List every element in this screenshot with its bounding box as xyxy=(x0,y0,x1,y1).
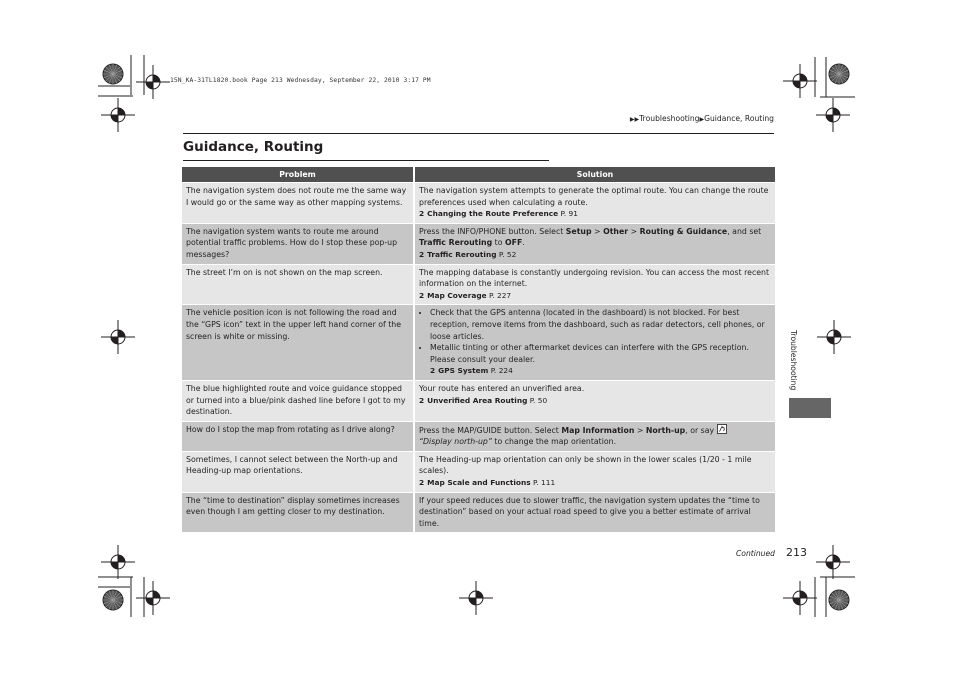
reference-page: P. 52 xyxy=(498,249,517,259)
solution-cell xyxy=(414,183,775,224)
solution-text: The navigation system attempts to generate the optimal route. You can change the route preferences used when calculating a route. xyxy=(419,186,769,207)
option-north-up-label: North-up xyxy=(645,425,686,435)
solution-cell xyxy=(414,421,775,451)
cross-reference-arrow-icon: 2 xyxy=(419,290,425,300)
cross-reference-arrow-icon: 2 xyxy=(430,366,436,376)
solution-text-part: , and set xyxy=(727,226,762,236)
cross-reference-arrow-icon: 2 xyxy=(419,478,425,488)
page-number: 213 xyxy=(786,546,807,559)
reference-title: Unverified Area Routing xyxy=(427,395,528,405)
reference-page: P. 50 xyxy=(529,395,548,405)
cross-reference-arrow-icon: 2 xyxy=(419,249,425,259)
continued-label: Continued xyxy=(736,549,775,558)
table-row xyxy=(182,305,775,381)
breadcrumb-section: Troubleshooting xyxy=(639,114,700,123)
title-rule xyxy=(183,160,549,161)
table-row xyxy=(182,183,775,224)
solution-text-part: Press the INFO/PHONE button. Select xyxy=(419,226,566,236)
problem-cell: The “time to destination” display sometimes increases even though I am getting closer to my destination. xyxy=(182,492,414,532)
menu-routing-guidance-label: Routing & Guidance xyxy=(639,226,728,236)
problem-cell: How do I stop the map from rotating as I drive along? xyxy=(182,421,414,451)
page-title: Guidance, Routing xyxy=(183,139,324,155)
side-tab-marker xyxy=(789,398,831,418)
table-row xyxy=(182,421,775,451)
table-header-row xyxy=(182,167,775,183)
problem-cell: The vehicle position icon is not following the road and the “GPS icon” text in the upper left hand corner of the screen is white or missing. xyxy=(182,305,414,381)
problem-cell: The blue highlighted route and voice guidance stopped or turned into a blue/pink dashed line before I got to my destination. xyxy=(182,380,414,421)
solution-text-part: Press the MAP/GUIDE button. Select xyxy=(419,425,562,435)
list-item xyxy=(430,342,772,377)
solution-text xyxy=(419,424,772,448)
menu-map-information-label: Map Information xyxy=(561,425,635,435)
solution-text-part: . xyxy=(522,238,525,248)
cross-reference-arrow-icon: 2 xyxy=(419,209,425,219)
side-section-label-text: Troubleshooting xyxy=(789,330,798,391)
table-row xyxy=(182,223,775,264)
solution-cell xyxy=(414,451,775,492)
cross-reference[interactable] xyxy=(419,395,772,407)
problem-cell: The navigation system does not route me the same way I would go or the same way as other mapping systems. xyxy=(182,183,414,224)
reference-title: GPS System xyxy=(438,366,489,376)
reference-title: Traffic Rerouting xyxy=(427,249,497,259)
print-header: 15N_KA-31TL1820.book Page 213 Wednesday, September 22, 2010 3:17 PM xyxy=(170,77,431,84)
table-row xyxy=(182,380,775,421)
cross-reference-arrow-icon: 2 xyxy=(419,395,425,405)
solution-text-part: to change the map orientation. xyxy=(491,437,617,447)
problem-cell: The street I’m on is not shown on the map screen. xyxy=(182,264,414,305)
solution-text xyxy=(419,226,772,249)
cross-reference[interactable] xyxy=(430,365,772,377)
voice-command-text: “Display north-up” xyxy=(419,437,492,447)
reference-page: P. 91 xyxy=(560,209,578,219)
problem-cell: Sometimes, I cannot select between the North-up and Heading-up map orientations. xyxy=(182,451,414,492)
menu-other-label: Other xyxy=(603,226,629,236)
reference-title: Map Scale and Functions xyxy=(427,478,531,488)
top-rule xyxy=(183,133,774,134)
option-off-label: OFF xyxy=(504,238,523,248)
solution-cell: If your speed reduces due to slower traffic, the navigation system updates the “time to destination” based on your actual road speed to give you a better estimate of arrival time. xyxy=(414,492,775,532)
reference-page: P. 227 xyxy=(489,290,512,300)
troubleshooting-table xyxy=(182,167,775,532)
cross-reference[interactable] xyxy=(419,208,772,220)
reference-page: P. 111 xyxy=(533,478,556,488)
solution-cell xyxy=(414,305,775,381)
solution-text-part: , or say xyxy=(685,425,717,435)
cross-reference[interactable] xyxy=(419,249,772,261)
solution-text: Your route has entered an unverified area. xyxy=(419,383,585,393)
table-row xyxy=(182,451,775,492)
reference-title: Changing the Route Preference xyxy=(427,209,559,219)
breadcrumb xyxy=(630,114,774,123)
solution-text-part: > xyxy=(634,425,646,435)
cross-reference[interactable] xyxy=(419,290,772,302)
solution-text-part: > xyxy=(591,226,604,236)
reference-page: P. 224 xyxy=(490,366,513,376)
solution-text-part: to xyxy=(492,238,505,248)
column-header-solution: Solution xyxy=(414,167,775,183)
column-header-problem: Problem xyxy=(182,167,414,183)
solution-text: The Heading-up map orientation can only be shown in the lower scales (1/20 - 1 mile scales). xyxy=(419,454,752,476)
menu-traffic-rerouting-label: Traffic Rerouting xyxy=(419,238,493,248)
problem-cell: The navigation system wants to route me around potential traffic problems. How do I stop these pop-up messages? xyxy=(182,223,414,264)
solution-cell xyxy=(414,223,775,264)
side-section-label xyxy=(790,330,806,396)
breadcrumb-arrows-icon: ▶▶ xyxy=(629,116,640,123)
menu-setup-label: Setup xyxy=(565,226,592,236)
solution-text-part: > xyxy=(628,226,640,236)
table-row xyxy=(182,264,775,305)
list-item-text: Metallic tinting or other aftermarket devices can interfere with the GPS reception. Please consult your dealer. xyxy=(430,343,749,364)
solution-cell xyxy=(414,264,775,305)
reference-title: Map Coverage xyxy=(427,290,487,300)
solution-text: The mapping database is constantly undergoing revision. You can access the most recent information on the internet. xyxy=(419,267,770,289)
solution-list xyxy=(419,307,772,377)
talk-button-icon xyxy=(717,424,727,434)
breadcrumb-current: Guidance, Routing xyxy=(704,114,774,123)
breadcrumb-separator-icon: ▶ xyxy=(699,116,705,123)
solution-cell xyxy=(414,380,775,421)
table-row xyxy=(182,492,775,532)
list-item: • Check that the GPS antenna (located in the dashboard) is not blocked. For best reception, remove items from the dashboard, such as radar detectors, cell phones, or loose articles. xyxy=(430,307,772,342)
cross-reference[interactable] xyxy=(419,477,772,489)
